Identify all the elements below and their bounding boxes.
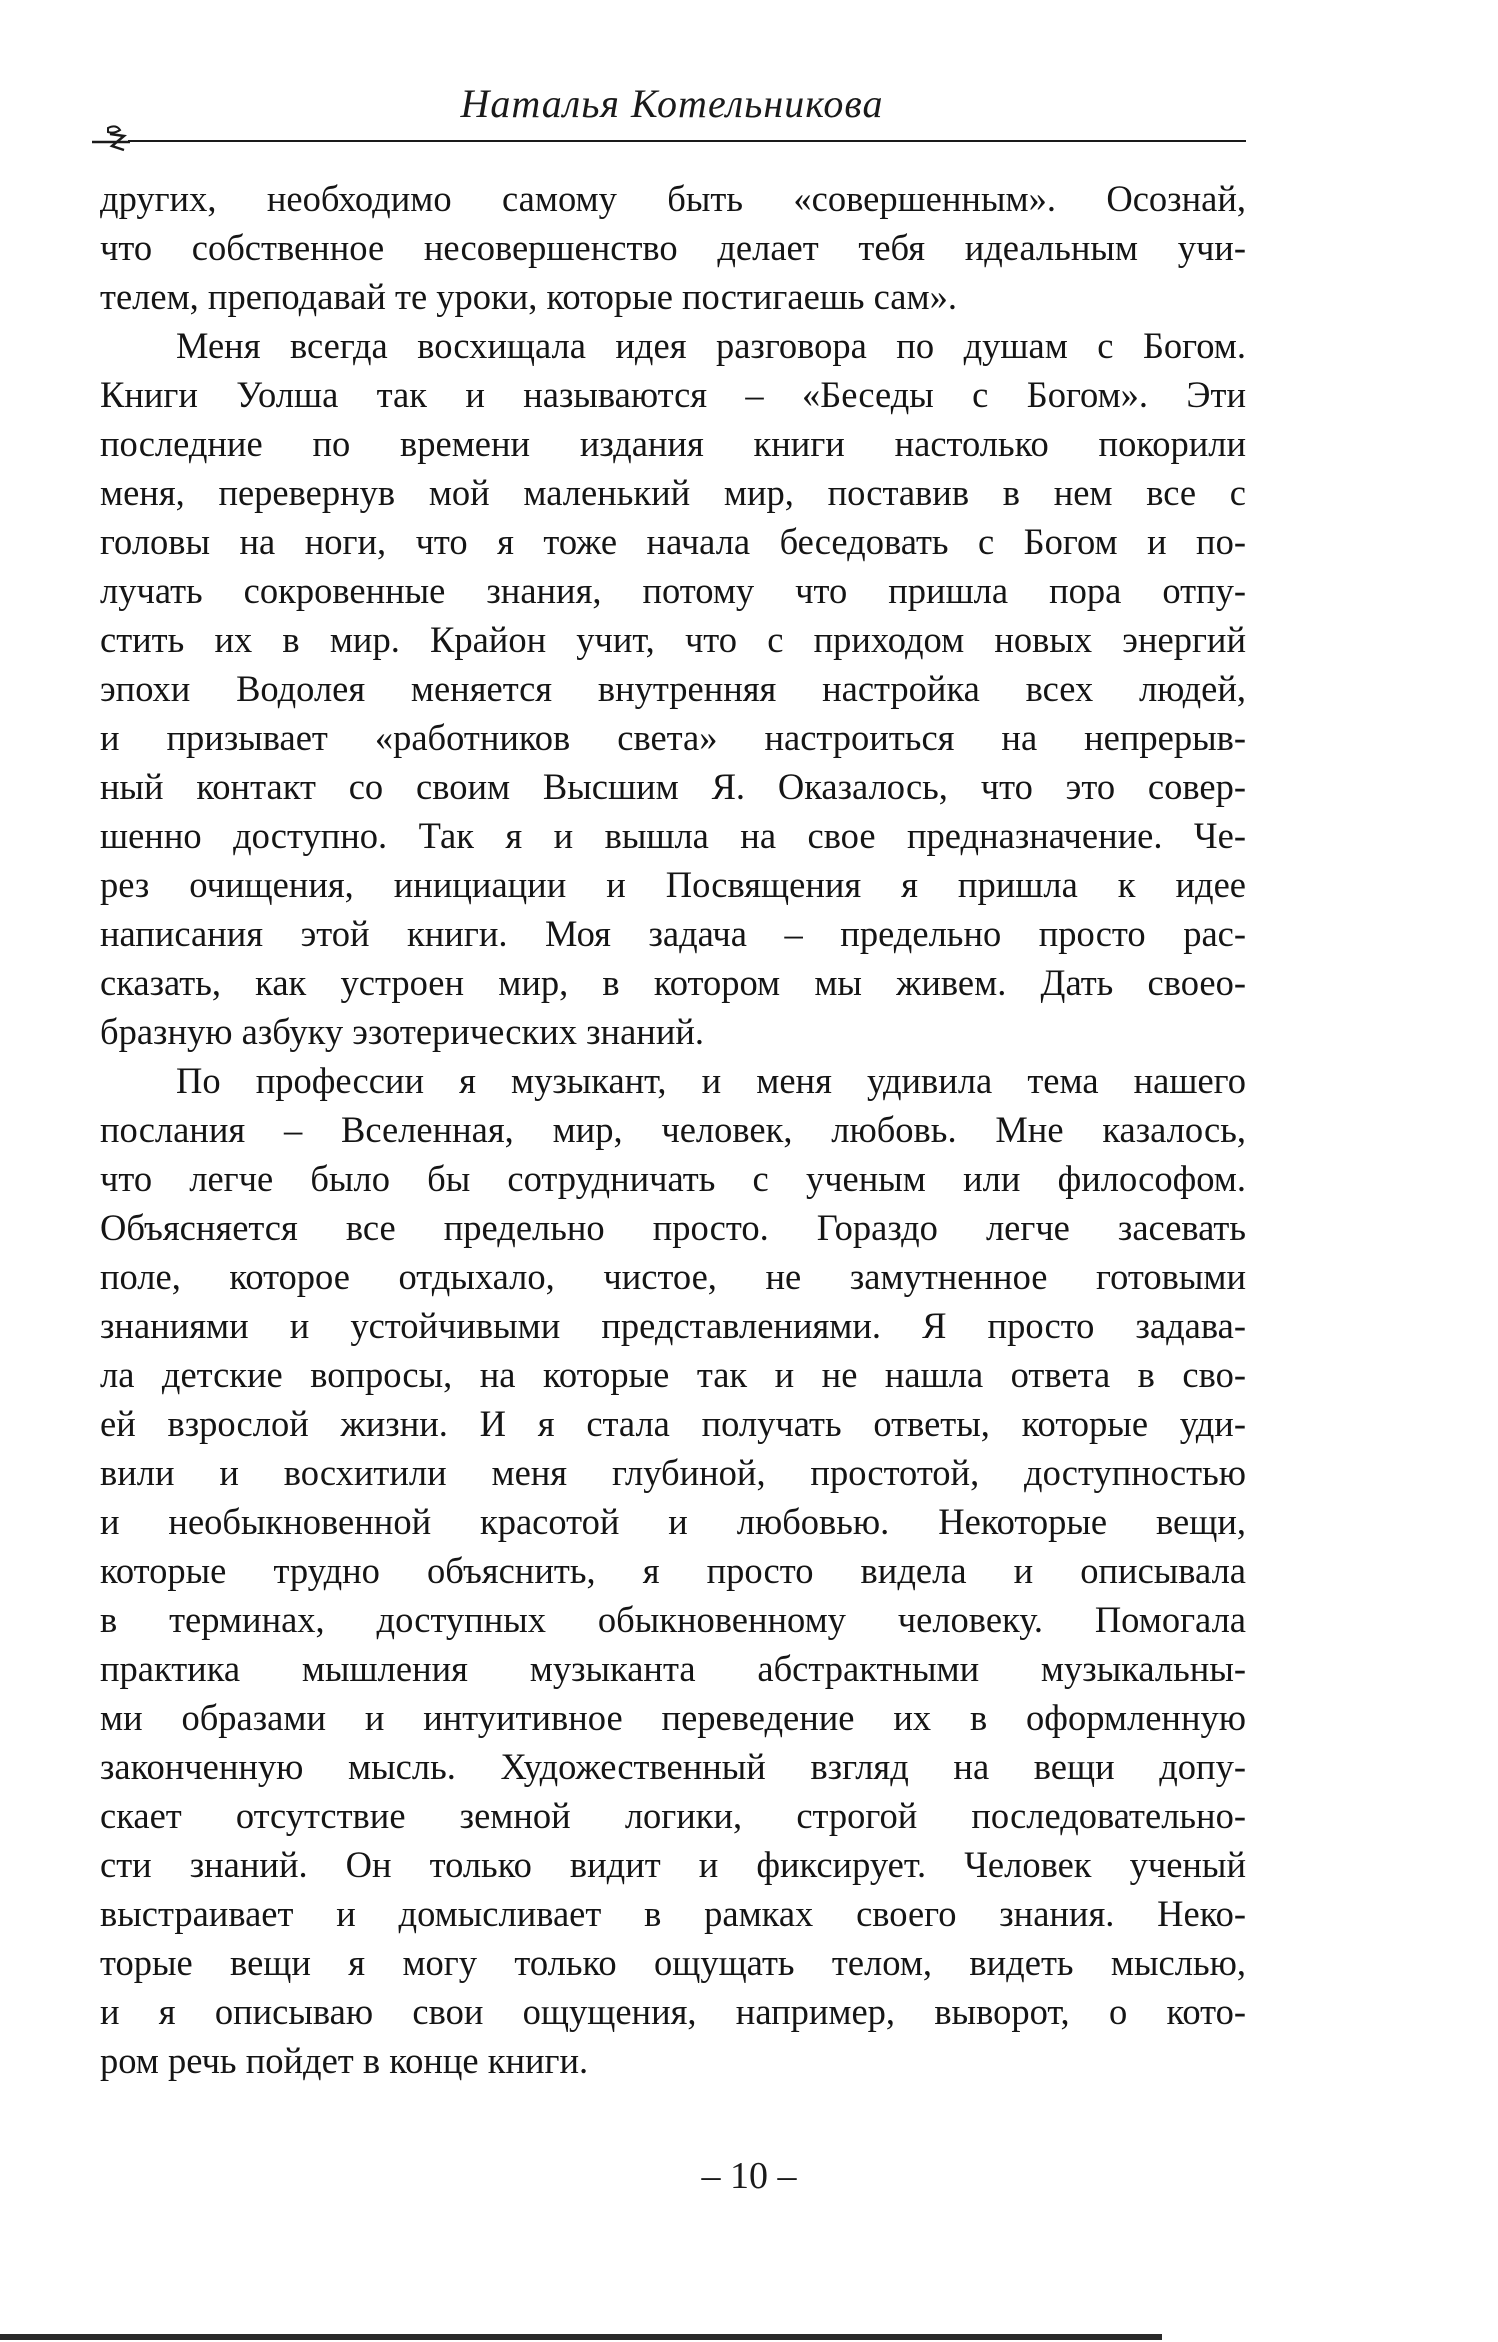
text-line: что собственное несовершенство делает тебя идеальным учи-: [100, 227, 1246, 268]
text-line: знаниями и устойчивыми представлениями. Я просто задава-: [100, 1305, 1246, 1346]
text-line: ми образами и интуитивное переведение их в оформленную: [100, 1697, 1246, 1738]
text-line: поле, которое отдыхало, чистое, не замутненное готовыми: [100, 1256, 1246, 1297]
text-line: телем, преподавай те уроки, которые постигаешь сам».: [100, 276, 957, 317]
text-line: и необыкновенной красотой и любовью. Некоторые вещи,: [100, 1501, 1246, 1542]
text-line: ей взрослой жизни. И я стала получать ответы, которые уди-: [100, 1403, 1246, 1444]
paragraph: [100, 1056, 1246, 2085]
text-line: По профессии я музыкант, и меня удивила тема нашего: [176, 1060, 1246, 1101]
text-line: эпохи Водолея меняется внутренняя настройка всех людей,: [100, 668, 1246, 709]
scan-edge-divider: [0, 2334, 1162, 2340]
text-line: сти знаний. Он только видит и фиксирует. Человек ученый: [100, 1844, 1246, 1885]
text-line: торые вещи я могу только ощущать телом, видеть мыслью,: [100, 1942, 1246, 1983]
text-line: последние по времени издания книги настолько покорили: [100, 423, 1246, 464]
text-line: шенно доступно. Так я и вышла на свое предназначение. Че-: [100, 815, 1246, 856]
text-line: головы на ноги, что я тоже начала беседовать с Богом и по-: [100, 521, 1246, 562]
page-number: – 10 –: [701, 2155, 797, 2197]
page-header: [98, 74, 1246, 152]
text-line: меня, перевернув мой маленький мир, поставив в нем все с: [100, 472, 1246, 513]
text-line: ром речь пойдет в конце книги.: [100, 2040, 589, 2081]
text-line: скает отсутствие земной логики, строгой последовательно-: [100, 1795, 1246, 1836]
text-line: которые трудно объяснить, я просто видела и описывала: [100, 1550, 1246, 1591]
text-line: вили и восхитили меня глубиной, простотой, доступностью: [100, 1452, 1246, 1493]
header-rule: [128, 140, 1246, 142]
text-line: рез очищения, инициации и Посвящения я пришла к идее: [100, 864, 1246, 905]
text-line: законченную мысль. Художественный взгляд на вещи допу-: [100, 1746, 1246, 1787]
text-line: в терминах, доступных обыкновенному человеку. Помогала: [100, 1599, 1246, 1640]
text-line: Меня всегда восхищала идея разговора по душам с Богом.: [176, 325, 1246, 366]
text-line: написания этой книги. Моя задача – предельно просто рас-: [100, 913, 1246, 954]
body-text: [100, 174, 1246, 2085]
text-line: практика мышления музыканта абстрактными музыкальны-: [100, 1648, 1246, 1689]
paragraph: [100, 174, 1246, 321]
text-line: лучать сокровенные знания, потому что пришла пора отпу-: [100, 570, 1246, 611]
text-line: ла детские вопросы, на которые так и не нашла ответа в сво-: [100, 1354, 1246, 1395]
text-line: выстраивает и домысливает в рамках своего знания. Неко-: [100, 1893, 1246, 1934]
text-line: ный контакт со своим Высшим Я. Оказалось, что это совер-: [100, 766, 1246, 807]
text-line: стить их в мир. Крайон учит, что с приходом новых энергий: [100, 619, 1246, 660]
text-line: и призывает «работников света» настроиться на непрерыв-: [100, 717, 1246, 758]
running-title: Наталья Котельникова: [460, 81, 884, 126]
text-line: бразную азбуку эзотерических знаний.: [100, 1011, 705, 1052]
text-line: и я описываю свои ощущения, например, выворот, о кото-: [100, 1991, 1246, 2032]
text-line: сказать, как устроен мир, в котором мы живем. Дать своео-: [100, 962, 1246, 1003]
text-line: Книги Уолша так и называются – «Беседы с Богом». Эти: [100, 374, 1246, 415]
paragraph: [100, 321, 1246, 1056]
text-line: других, необходимо самому быть «совершенным». Осознай,: [100, 178, 1246, 219]
ornament-icon: [90, 122, 134, 152]
text-line: Объясняется все предельно просто. Гораздо легче засевать: [100, 1207, 1246, 1248]
text-line: что легче было бы сотрудничать с ученым или философом.: [100, 1158, 1246, 1199]
text-line: послания – Вселенная, мир, человек, любовь. Мне казалось,: [100, 1109, 1246, 1150]
